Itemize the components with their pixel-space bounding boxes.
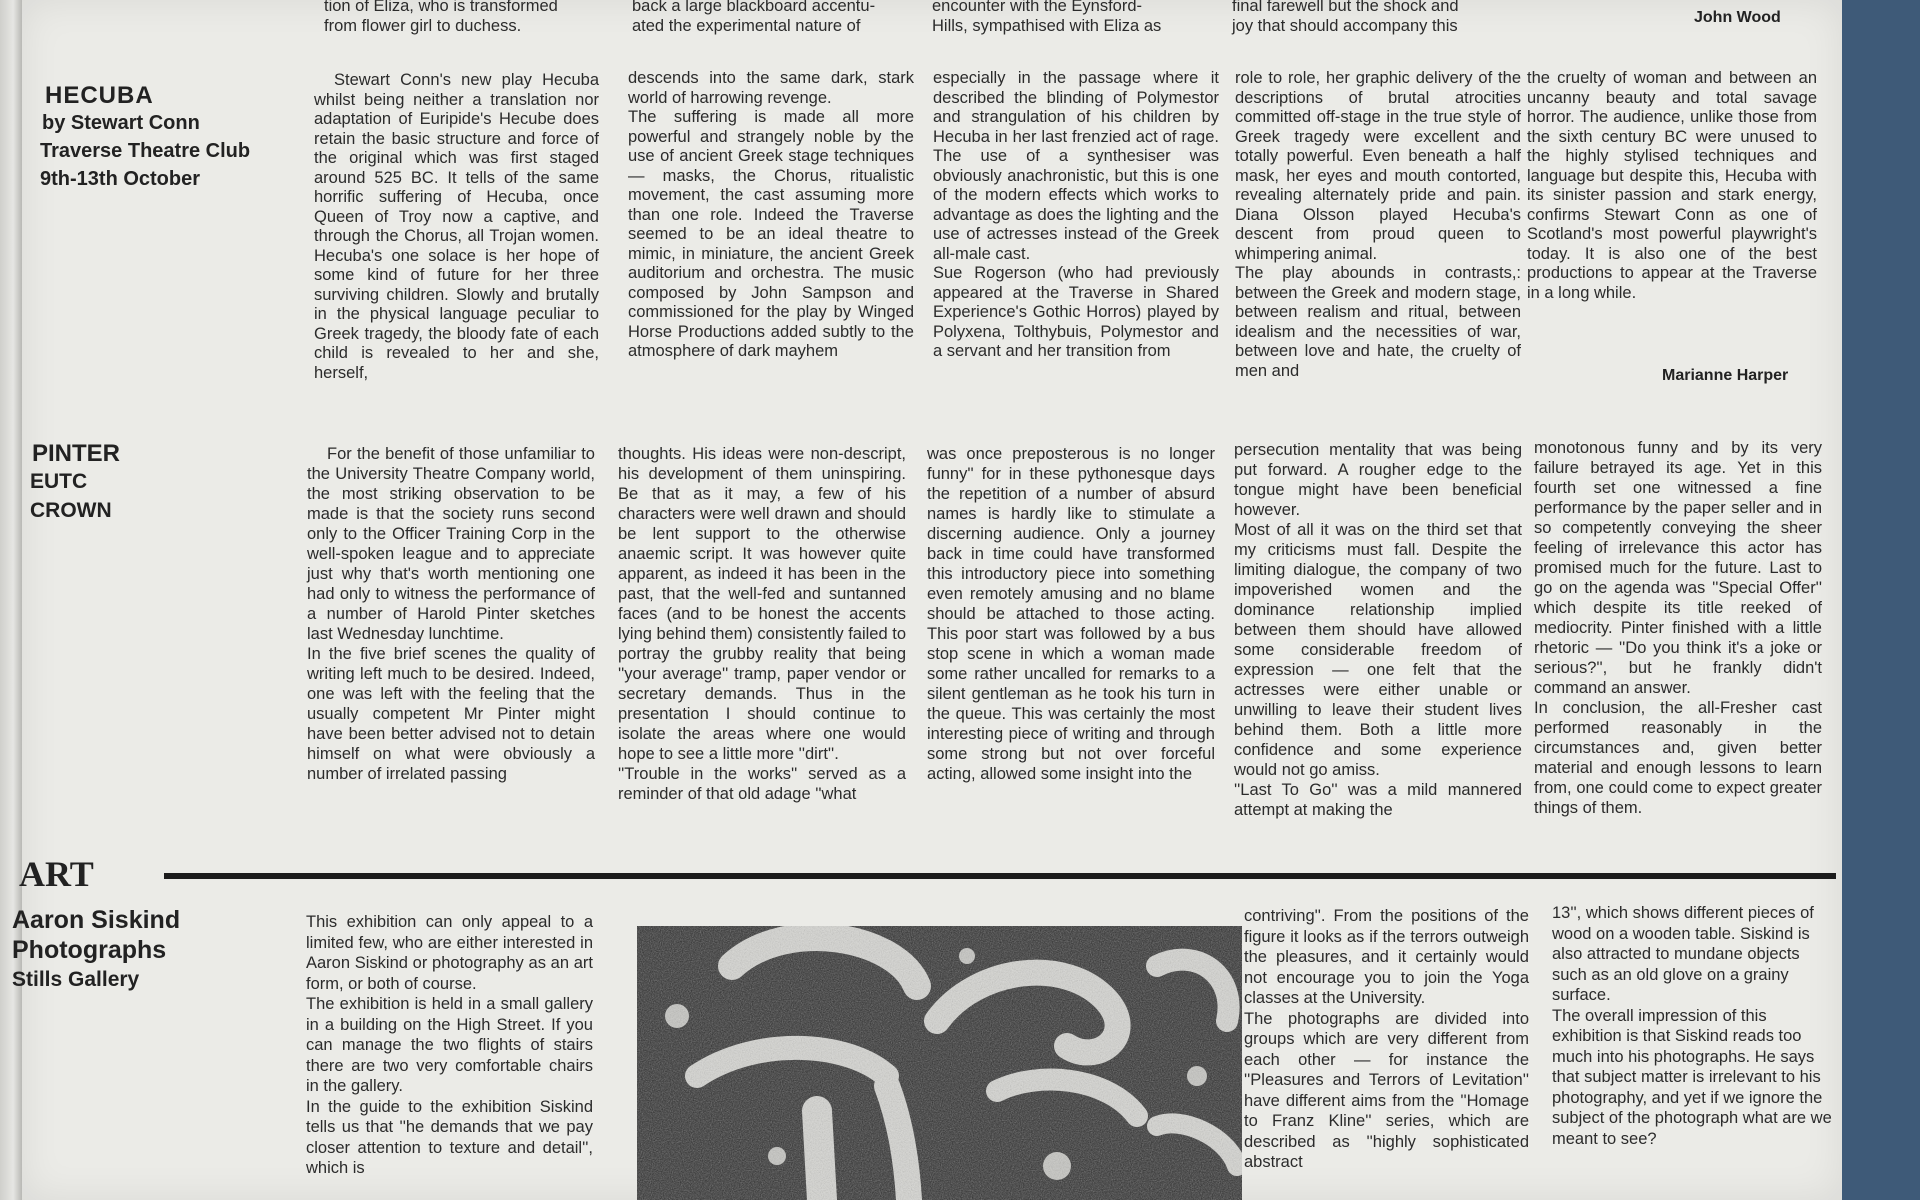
siskind-photograph: [637, 926, 1242, 1200]
art-col-3: contriving''. From the positions of the figure it looks as if the terrors outweigh the pleasures, and it certainly would not encourage you to join the Yoga classes at the University. The photographs are divided into groups which are very different from each other — for instance the ''Pleasures and Terrors of Levitation'' have different aims from the ''Homage to Franz Kline'' series, which are described as ''highly sophisticated abstract: [1244, 907, 1529, 1171]
hecuba-col-3: especially in the passage where it described the blinding of Polymestor and strangulation of his children by Hecuba in her last frenzied act of rage. The use of a synthesiser was obviously anachronistic, but this is one of the modern effects which works to advantage as does the lighting and the use of actresses instead of the Greek all-male cast. Sue Rogerson (who had previously appeared at the Traverse in Shared Experience's Gothic Horros) played by Polyxena, Tolthybuis, Polymestor and a servant and her transition from: [933, 69, 1219, 360]
pinter-col-4: persecution mentality that was being put forward. A rougher edge to the tongue might have been beneficial however. Most of all it was on the third set that my criticisms must fall. Despite the limiting dialogue, the company of two impoverished women and the dominance relationship implied between them should have allowed some considerable freedom of expression — one felt that the actresses were either unable or unwilling to leave their student lives behind them. Both a little more confidence and some experience would not go amiss. ''Last To Go'' was a mild mannered attempt at making the: [1234, 441, 1522, 819]
pinter-col-2: thoughts. His ideas were non-descript, his development of them uninspiring. Be that as it may, a few of his characters were well drawn and should be lent support to the otherwise anaemic script. It was however quite apparent, as indeed it has been in the past, that the well-fed and suntanned faces (and to be honest the accents lying behind them) consistently failed to portray the grubby reality that being ''your average'' tramp, paper vendor or secretary demands. Thus in the presentation I should continue to isolate the areas where one would hope to see a little more ''dirt''. ''Trouble in the works'' served as a reminder of that old adage ''what: [618, 445, 906, 803]
art-col-1: This exhibition can only appeal to a limited few, who are either interested in Aaron Siskind or photography as an art form, or both of course. The exhibition is held in a small gallery in a building on the High Street. If you can manage the two flights of stairs there are two very comfortable chairs in the gallery. In the guide to the exhibition Siskind tells us that ''he demands that we pay closer attention to texture and detail'', which is: [306, 913, 593, 1177]
pinter-col-1: For the benefit of those unfamiliar to the University Theatre Company world, the most striking observation to be made is that the society runs second only to the Officer Training Corp in the well-spoken league and to appreciate just why that's worth mentioning one had only to witness the performance of a number of Harold Pinter sketches last Wednesday lunchtime. In the five brief scenes the quality of writing left much to be desired. Indeed, one was left with the feeling that the usually competent Mr Pinter might have been better advised not to detain himself on what were obviously a number of irrelated passing: [307, 445, 595, 783]
top-col-1: tion of Eliza, who is transformed from flower girl to duchess.: [324, 0, 558, 35]
hecuba-venue: Traverse Theatre Club: [40, 140, 251, 162]
pinter-col-5: monotonous funny and by its very failure betrayed its age. Yet in this fourth set one witnessed a fine performance by the paper seller and in so competently conveying the sheer feeling of irrelevance this actor has promised much for the future. Last to go on the agenda was ''Special Offer'' which despite its title reeked of mediocrity. Pinter finished with a little rhetoric — ''Do you think it's a joke or serious?'', but he frankly didn't command an answer. In conclusion, the all-Fresher cast performed reasonably in the circumstances and, given better material and enough lessons to learn from, one could come to expect greater things of them.: [1534, 439, 1822, 817]
hecuba-col-4: role to role, her graphic delivery of the descriptions of brutal atrocities committed off-stage in the true style of Greek tragedy were excellent and totally powerful. Even beneath a half mask, her eyes and mouth contorted, revealing alternately pride and pain. Diana Olsson played Hecuba's descent from proud queen to whimpering animal. The play abounds in contrasts,: between the Greek and modern stage, between realism and ritual, between idealism and the necessities of war, between love and hate, the cruelty of men and: [1235, 69, 1521, 380]
pinter-col-3: was once preposterous is no longer funny'' for in these pythonesque days the repetition of a number of absurd names is hardly like to stimulate a discerning audience. Only a journey back in time could have transformed this introductory piece into something even remotely amusing and no blame should be attached to those acting. This poor start was followed by a bus stop scene in which a woman made some rather uncalled for remarks to a silent gentleman as he took his turn in the queue. This was certainly the most interesting piece of writing and through some strong but not over forceful acting, allowed some insight into the: [927, 445, 1215, 783]
top-col-4: final farewell but the shock and joy that should accompany this: [1232, 0, 1459, 35]
art-venue: Stills Gallery: [12, 968, 140, 991]
pinter-company: EUTC: [30, 470, 88, 493]
hecuba-signature: Marianne Harper: [1662, 367, 1789, 384]
art-title-line-1: Aaron Siskind: [12, 906, 181, 934]
hecuba-dates: 9th-13th October: [40, 168, 201, 190]
art-title-line-2: Photographs: [12, 936, 167, 964]
pinter-venue: CROWN: [30, 499, 112, 522]
newspaper-page: [12, 0, 1842, 1200]
hecuba-col-2: descends into the same dark, stark world of harrowing revenge. The suffering is made all more powerful and strangely noble by the use of ancient Greek stage techniques — masks, the Chorus, ritualistic movement, the cast assuming more than one role. Indeed the Traverse seemed to be an ideal theatre to mimic, in miniature, the ancient Greek auditorium and orchestra. The music composed by John Sampson and commissioned for the play by Winged Horse Productions added subtly to the atmosphere of dark mayhem: [628, 69, 914, 360]
pinter-title: PINTER: [32, 440, 121, 467]
page-left-edge: [0, 0, 22, 1200]
art-col-4: 13'', which shows different pieces of wood on a wooden table. Siskind is also attracted to mundane objects such as an old glove on a grainy surface. The overall impression of this exhibition is that Siskind reads too much into his photographs. He says that subject matter is irrelevant to his photography, and yet if we ignore the subject of the photograph what are we meant to see?: [1552, 904, 1832, 1148]
hecuba-col-1: Stewart Conn's new play Hecuba whilst being neither a translation nor adaptation of Euripide's Hecube does retain the basic structure and force of the original which was first staged around 525 BC. It tells of the same horrific suffering of Hecuba, once Queen of Troy now a captive, and through the Chorus, all Trojan women. Hecuba's one solace is her hope of some kind of future for her three surviving children. Slowly and brutally in the physical language peculiar to Greek tragedy, the bloody fate of each child is revealed to her and she, herself,: [314, 71, 599, 382]
hecuba-col-5: the cruelty of woman and between an uncanny beauty and total savage horror. The audience, unlike those from the sixth century BC were unused to the highly stylised techniques and language but despite this, Hecuba with its sinister passion and stark energy, confirms Stewart Conn as one of Scotland's most powerful playwright's today. It is also one of the best productions to appear at the Traverse in a long while.: [1527, 69, 1817, 302]
top-col-3: encounter with the Eynsford- Hills, sympathised with Eliza as: [932, 0, 1162, 35]
art-header-rule: [164, 873, 1836, 879]
top-signature: John Wood: [1694, 9, 1781, 26]
top-col-2: back a large blackboard accentu- ated the experimental nature of: [632, 0, 876, 35]
abstract-photo-image: [637, 926, 1242, 1200]
hecuba-byline: by Stewart Conn: [42, 112, 200, 134]
art-header: ART: [19, 854, 94, 894]
hecuba-title: HECUBA: [45, 82, 154, 109]
